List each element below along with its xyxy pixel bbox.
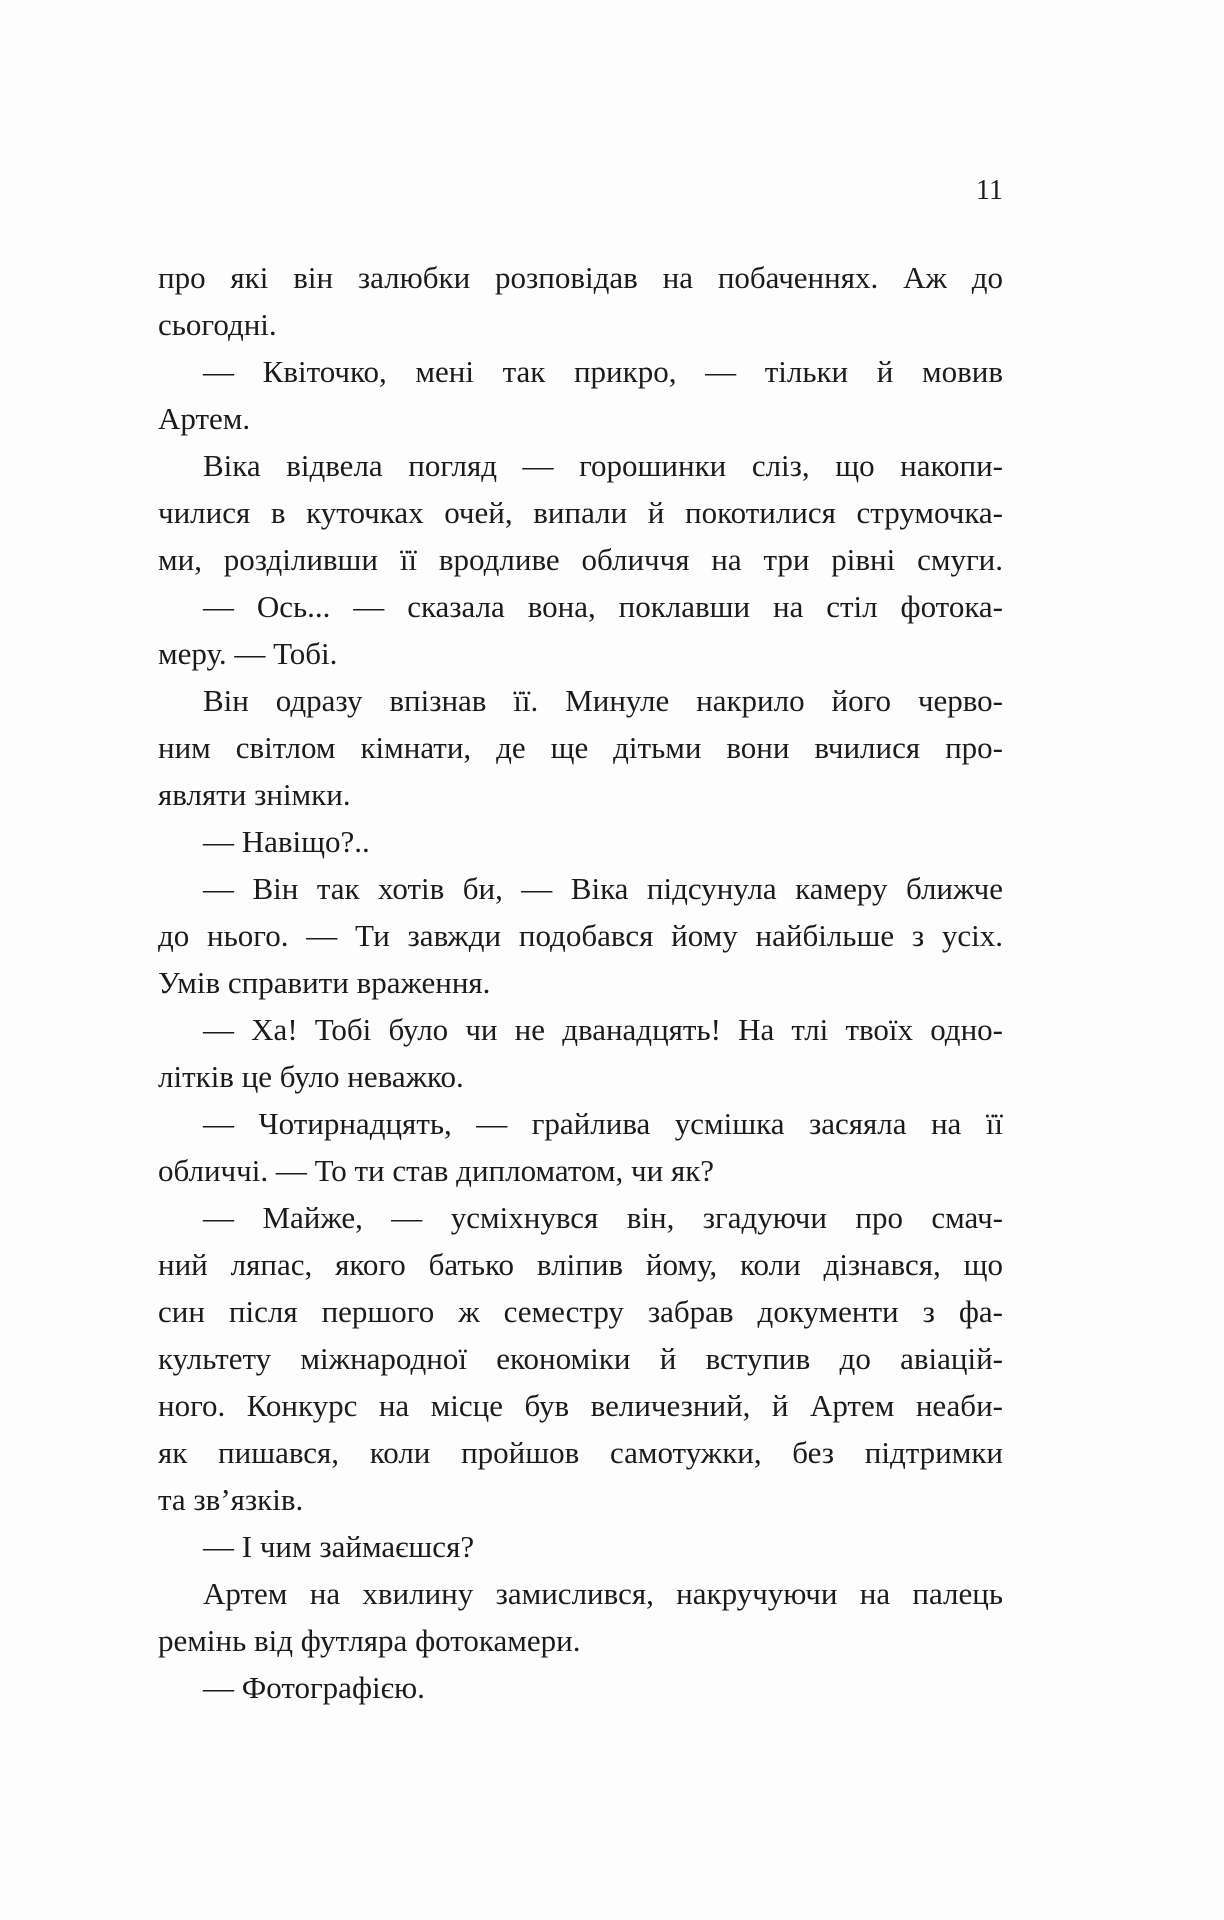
text-line: культету міжнародної економіки й вступив до авіацій- — [158, 1341, 1003, 1376]
text-line: Артем на хвилину замислився, накручуючи на палець — [203, 1576, 1003, 1611]
text-line: ного. Конкурс на місце був величезний, й Артем неаби- — [158, 1388, 1003, 1423]
text-line: та зв’язків. — [158, 1482, 304, 1517]
text-line: Він одразу впізнав її. Минуле накрило його черво- — [203, 683, 1003, 718]
text-line: літків це було неважко. — [158, 1059, 464, 1094]
text-line: — Він так хотів би, — Віка підсунула камеру ближче — [203, 871, 1003, 906]
text-line: чилися в куточках очей, випали й покотилися струмочка- — [158, 495, 1003, 530]
text-line: як пишався, коли пройшов самотужки, без підтримки — [158, 1435, 1003, 1470]
text-line: — Квіточко, мені так прикро, — тільки й мовив — [203, 354, 1003, 389]
text-line: — Ха! Тобі було чи не дванадцять! На тлі твоїх одно- — [203, 1012, 1003, 1047]
text-block — [158, 254, 1003, 1711]
text-line: — Ось... — сказала вона, поклавши на стіл фотока- — [203, 589, 1003, 624]
text-line: являти знімки. — [158, 777, 351, 812]
text-line: — Фотографією. — [203, 1670, 425, 1705]
text-line: Віка відвела погляд — горошинки сліз, що накопи- — [203, 448, 1003, 483]
text-line: — І чим займаєшся? — [203, 1529, 475, 1564]
text-line: ний ляпас, якого батько вліпив йому, коли дізнався, що — [158, 1247, 1003, 1282]
text-line: — Навіщо?.. — [203, 824, 370, 859]
text-line: сьогодні. — [158, 307, 277, 342]
text-line: Умів справити враження. — [158, 965, 491, 1000]
text-line: син після першого ж семестру забрав документи з фа- — [158, 1294, 1003, 1329]
text-line: обличчі. — То ти став дипломатом, чи як? — [158, 1153, 715, 1188]
text-line: ремінь від футляра фотокамери. — [158, 1623, 581, 1658]
text-line: ним світлом кімнати, де ще дітьми вони вчилися про- — [158, 730, 1003, 765]
text-line: до нього. — Ти завжди подобався йому найбільше з усіх. — [158, 918, 1003, 953]
text-line: про які він залюбки розповідав на побаченнях. Аж до — [158, 260, 1003, 295]
page-number: 11 — [976, 175, 1003, 206]
text-line: — Чотирнадцять, — грайлива усмішка засяяла на її — [203, 1106, 1003, 1141]
text-line: ми, розділивши її вродливе обличчя на три рівні смуги. — [158, 542, 1003, 577]
text-line: — Майже, — усміхнувся він, згадуючи про смач- — [203, 1200, 1003, 1235]
text-line: меру. — Тобі. — [158, 636, 338, 671]
text-line: Артем. — [158, 401, 251, 436]
